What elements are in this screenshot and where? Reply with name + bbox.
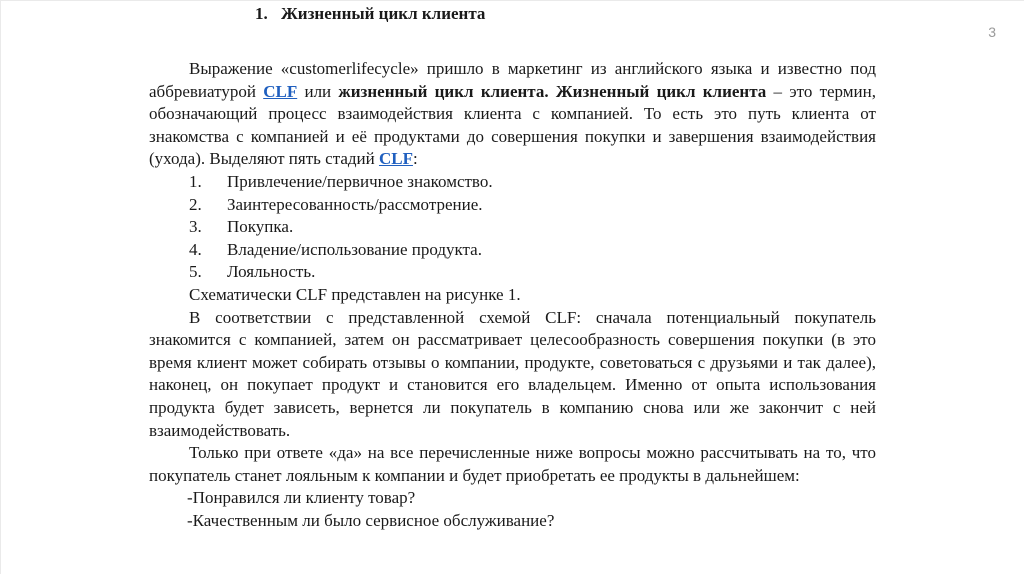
list-item-number: 4. [189,239,202,259]
intro-text-4: : [412,149,418,169]
slide-top-border [0,0,1024,1]
list-item [149,194,876,217]
list-item-text: Заинтересованность/рассмотрение. [227,194,483,214]
list-item [149,216,876,239]
list-item-text: Покупка. [227,217,294,237]
intro-text-2: или [297,81,339,101]
section-title: Жизненный цикл клиента [281,4,486,23]
section-heading [255,4,485,24]
list-item-text: Владение/использование продукта. [227,239,482,259]
list-item-number: 5. [189,262,202,282]
list-item-number: 3. [189,217,202,237]
intro-bold-term: жизненный цикл клиента. Жизненный цикл клиента [338,81,767,101]
question-item: -Качественным ли было сервисное обслуживание? [187,510,555,530]
paragraph-questions-intro: Только при ответе «да» на все перечисленные ниже вопросы можно рассчитывать на то, что покупатель станет лояльным к компании и будет приобретать ее продукты в дальнейшем: [149,443,876,485]
section-number: 1. [255,4,268,23]
scheme-sentence: Схематически CLF представлен на рисунке 1. [189,284,521,304]
intro-paragraph [149,58,876,171]
list-item [149,239,876,262]
list-item [149,171,876,194]
list-item-text: Привлечение/первичное знакомство. [227,171,493,191]
list-item-number: 2. [189,194,202,214]
clf-link-2[interactable]: CLF [378,149,413,169]
page-number: 3 [988,24,996,40]
clf-link-1[interactable]: CLF [263,81,298,101]
question-item: -Понравился ли клиенту товар? [187,488,416,508]
list-item-text: Лояльность. [227,262,316,282]
document-body [149,58,876,532]
list-item-number: 1. [189,171,202,191]
intro-text-1: Выражение «customerlifecycle» пришло в маркетинг из английского языка и известно под аббревиатурой [149,59,876,101]
stages-list [149,171,876,284]
list-item [149,261,876,284]
paragraph-scheme-description: В соответствии с представленной схемой CLF: сначала потенциальный покупатель знакомится с компанией, затем он рассматривает целесообразность совершения покупки (в это время клиент может собирать отзывы о компании, продукте, советоваться с друзьями и так далее), наконец, он покупает продукт и становится его владельцем. Именно от опыта использования продукта будет зависеть, вернется ли покупатель в компанию снова или же закончит с ней взаимодействовать. [149,307,876,440]
intro-text-3: – это термин, обозначающий процесс взаимодействия клиента с компанией. То есть это путь клиента от знакомства с компанией и её продуктами до совершения покупки и завершения взаимодействия (ухода). Выделяют пять стадий [149,81,876,169]
slide-left-border [0,0,1,574]
